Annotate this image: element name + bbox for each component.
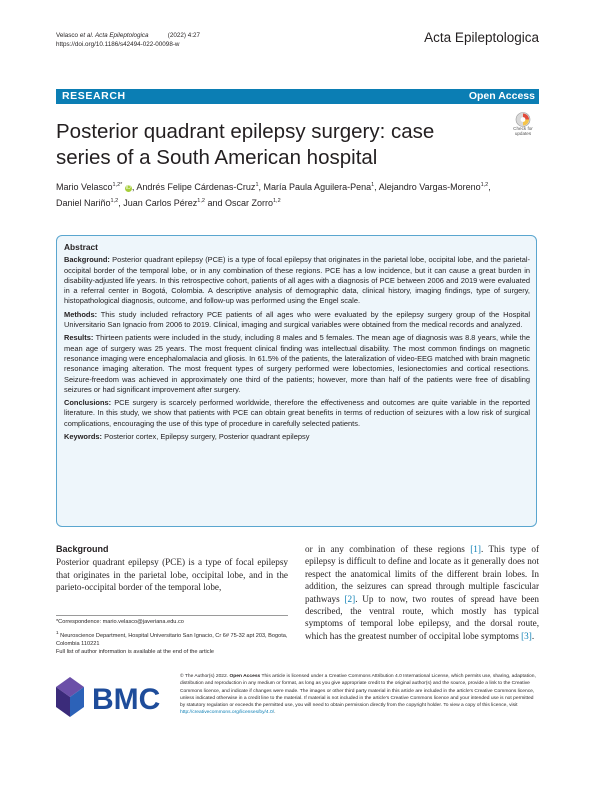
abstract-background: Background: Posterior quadrant epilepsy (PCE) is a type of focal epilepsy that originates in the parietal lobe, occipital lobe, and the parietal-occipital border of the temporal lobe, or in any combination of these regions. PCE has a low incidence, but it can cause a great burden in disability-adjusted life years. In this retrospective cohort, patients of all ages with a diagnosis of PCE between 2006 and 2019 were evaluated in a referral center in Bogotá, Colombia. A descriptive analysis of demographic data, clinical history, imaging findings, type of surgery, histopathological diagnosis, outcome, and follow-up was performed using the Engel scale. xyxy=(64,255,530,306)
article-type-label: RESEARCH xyxy=(62,90,126,102)
abstract-conclusions: Conclusions: PCE surgery is scarcely performed worldwide, therefore the effectiveness and outcomes are quite variable in the reported literature. In this study, we show that patients with PCE can obtain great benefits in terms of reduction of seizures with a low risk of surgical complications, encouraging the use of this type of procedure in carefully selected patients. xyxy=(64,398,530,428)
crossmark-line-1: Check for xyxy=(513,126,533,131)
bmc-logo-mark-icon xyxy=(56,675,176,719)
affiliation-note: $^1$ Neuroscience Department, Hospital Universitario San Ignacio, Cr 6# 75-32 apt 203, Bogota, Colombia 110221 Full list of author information is available at the end of the article xyxy=(56,630,288,655)
bmc-logo-text: BMC xyxy=(92,683,161,716)
doi-link[interactable]: https://doi.org/10.1186/s42494-022-00098-w xyxy=(56,41,180,48)
reference-link[interactable]: [2] xyxy=(344,593,356,604)
author-list: Mario Velasco$^{1,2*}$ iD, Andrés Felipe Cárdenas-Cruz$^1$, María Paula Aguilera-Pena$^1$, Alejandro Vargas-Moreno$^{1,2}$, Daniel Nariño$^{1,2}$, Juan Carlos Pérez$^{1,2}$ and Oscar Zorro$^{1,2}$ xyxy=(56,182,491,208)
footnotes xyxy=(56,618,292,659)
license-text: © The Author(s) 2022. Open Access This article is licensed under a Creative Commons Attribution 4.0 International License, which permits use, sharing, adaptation, distribution and reproduction in any medium or format, as long as you give appropriate credit to the original author(s) and the source, provide a link to the Creative Commons licence, and indicate if changes were made. The images or other third party material in this article are included in the article's Creative Commons licence, unless indicated otherwise in a credit line to the material. If material is not included in the article's Creative Commons licence and your intended use is not permitted by statutory regulation or exceeds the permitted use, you will need to obtain permission directly from the copyright holder. To view a copy of this licence, visit http://creativecommons.org/licenses/by/4.0/. xyxy=(180,674,536,716)
body-paragraph: Posterior quadrant epilepsy (PCE) is a type of focal epilepsy that originates in the parietal lobe, occipital lobe, and in the parieto-occipital border of the temporal lobe, xyxy=(56,557,288,593)
author[interactable]: María Paula Aguilera-Pena$^1$ xyxy=(263,182,375,192)
abstract-box xyxy=(56,235,537,527)
abstract-results: Results: Thirteen patients were included in the study, including 8 males and 5 females. The mean age of diagnosis was 8.8 years, while the mean age of surgery was 25 years. The most frequent clinical finding was intellectual disability. The most common findings on magnetic resonance imaging were encephalomalacia and gliosis. In 61.5% of the patients, the lateralization of video-EEG matched with brain magnetic resonance imaging alteration. The most frequent types of surgery performed were lobectomies, lesionectomies and cortical resections. Seizure-freedom was achieved in approximately one third of the patients; however, more than half of the patients were free of disabling seizures or had significant improvement after surgery. xyxy=(64,333,530,394)
bmc-logo xyxy=(56,675,176,719)
author[interactable]: Daniel Nariño$^{1,2}$ xyxy=(56,198,119,208)
citation-journal: et al. Acta Epileptologica xyxy=(79,32,149,39)
open-access-label: Open Access xyxy=(468,90,535,102)
crossmark-icon xyxy=(508,112,538,127)
abstract-heading: Abstract xyxy=(64,242,98,252)
article-title xyxy=(56,119,496,171)
correspondence-note[interactable]: *Correspondence: mario.velasco@javeriana.edu.co xyxy=(56,619,184,625)
title-line-1: Posterior quadrant epilepsy surgery: case xyxy=(56,120,435,143)
citation-year: (2022) 4:27 xyxy=(167,32,201,39)
reference-link[interactable]: [1] xyxy=(470,544,481,554)
abstract-keywords: Keywords: Posterior cortex, Epilepsy surgery, Posterior quadrant epilepsy xyxy=(64,432,310,442)
reference-link[interactable]: [3] xyxy=(521,630,532,641)
footnote-divider xyxy=(56,615,288,616)
license-link[interactable]: http://creativecommons.org/licenses/by/4.0/ xyxy=(180,710,275,716)
check-for-updates-badge[interactable] xyxy=(508,112,538,142)
journal-name: Acta Epileptologica xyxy=(424,30,539,45)
section-heading: Background xyxy=(56,544,109,554)
author[interactable]: Juan Carlos Pérez$^{1,2}$ xyxy=(123,198,205,208)
orcid-icon[interactable]: iD xyxy=(125,185,131,191)
article-citation xyxy=(56,31,200,49)
body-column-right: or in any combination of these regions [1]. This type of epilepsy is difficult to define and locate as it generally does not respect the anatomical limits of the different brain lobes. In addition, the seizures can spread through multiple fascicular pathways [2]. Up to now, two routes of spread have been described, the ventral route, which mostly has typical symptoms of temporal lobe epilepsy, and the dorsal route, which has the greatest number of occipital lobe symptoms [3]. xyxy=(305,544,540,641)
abstract-methods: Methods: This study included refractory PCE patients of all ages who were evaluated by the epilepsy surgery group of the Hospital Universitario San Ignacio from 2006 to 2019. Clinical, imaging and surgical variables were obtained from the medical records and analyzed. xyxy=(64,309,530,330)
title-line-2: series of a South American hospital xyxy=(56,146,378,169)
body-column-left xyxy=(56,543,288,594)
author[interactable]: Andrés Felipe Cárdenas-Cruz$^1$ xyxy=(136,182,259,192)
citation-author: Velasco xyxy=(56,32,79,39)
crossmark-line-2: updates xyxy=(514,131,532,136)
author[interactable]: Mario Velasco$^{1,2*}$ xyxy=(56,182,123,192)
author[interactable]: Alejandro Vargas-Moreno$^{1,2}$ xyxy=(378,182,489,192)
author[interactable]: Oscar Zorro$^{1,2}$ xyxy=(224,198,281,208)
research-banner xyxy=(56,89,539,104)
